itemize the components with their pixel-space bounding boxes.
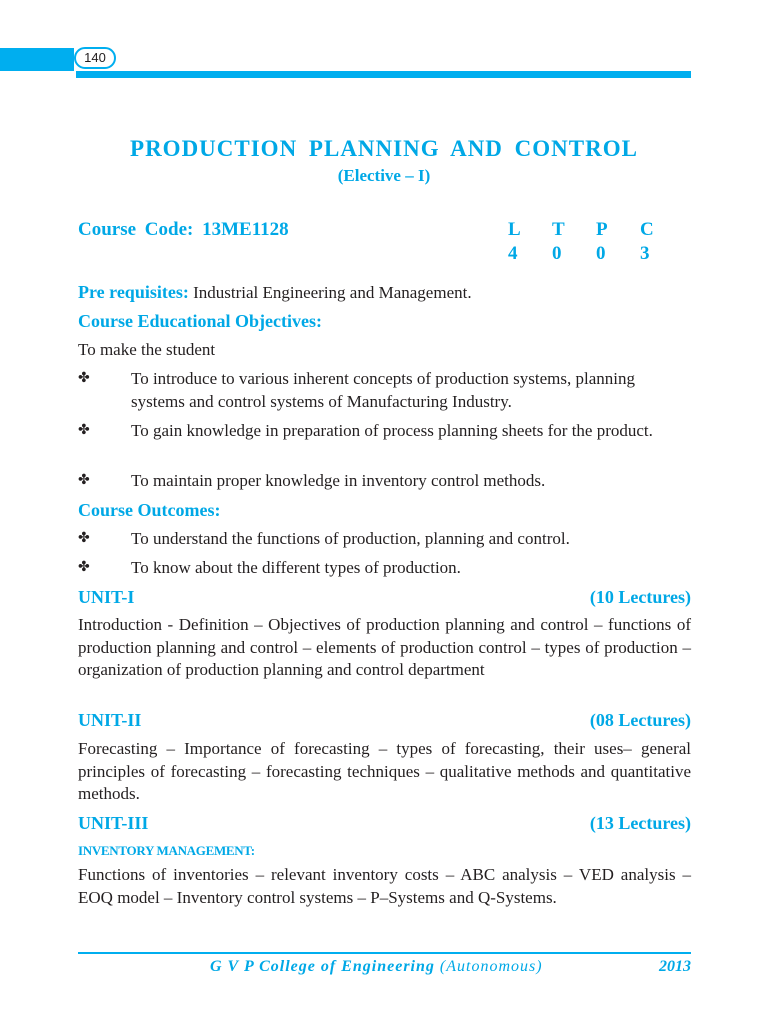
- ltpc-value-row: [508, 243, 670, 267]
- outcomes-heading: Course Outcomes:: [78, 500, 221, 520]
- unit-3-lectures: (13 Lectures): [589, 813, 691, 833]
- outcome-text: To understand the functions of production, planning and control.: [131, 529, 570, 548]
- unit-1-name: UNIT-I: [78, 587, 135, 607]
- ltpc-value-p: 0: [596, 243, 606, 264]
- unit-1-text: Introduction - Definition – Objectives of production planning and control – functions of production planning and control – elements of production control – types of production – organization of production planning and control department: [78, 615, 691, 679]
- bullet-icon: ✤: [78, 472, 90, 488]
- bullet-icon: ✤: [78, 559, 90, 575]
- ltpc-header-row: [508, 219, 670, 243]
- ltpc-header-t: T: [552, 219, 565, 240]
- unit-1-heading: [78, 587, 691, 608]
- footer-college: [210, 958, 543, 976]
- unit-1-lectures: (10 Lectures): [589, 587, 691, 607]
- ltpc-header-p: P: [596, 219, 608, 240]
- ltpc-value-t: 0: [552, 243, 562, 264]
- objective-text: To introduce to various inherent concepts of production systems, planning systems and control systems of Manufacturing Industry.: [131, 369, 635, 411]
- objectives-intro: To make the student: [78, 340, 216, 359]
- page-number: 140: [74, 47, 116, 69]
- bullet-icon: ✤: [78, 530, 90, 546]
- footer-autonomous: (Autonomous): [439, 958, 543, 975]
- unit-2-text: Forecasting – Importance of forecasting – types of forecasting, their uses– general principles of forecasting – forecasting techniques – qualitative methods and quantitative methods.: [78, 739, 691, 803]
- bullet-icon: ✤: [78, 370, 90, 386]
- outcome-text: To know about the different types of production.: [131, 558, 461, 577]
- course-code: Course Code: 13ME1128: [78, 219, 289, 240]
- course-subtitle: (Elective – I): [337, 166, 431, 185]
- unit-3-text: Functions of inventories – relevant inventory costs – ABC analysis – VED analysis – EOQ model – Inventory control systems – P–Systems and Q-Systems.: [78, 865, 691, 907]
- objectives-heading: Course Educational Objectives:: [78, 311, 322, 331]
- footer-year: 2013: [659, 958, 691, 975]
- objective-text: To gain knowledge in preparation of process planning sheets for the product.: [131, 421, 653, 440]
- unit-3-subheading: INVENTORY MANAGEMENT:: [78, 843, 255, 858]
- footer-rule: [78, 952, 691, 954]
- prerequisites-text: Industrial Engineering and Management.: [188, 283, 472, 302]
- objective-text: To maintain proper knowledge in inventory control methods.: [131, 471, 546, 490]
- footer-college-name: G V P College of Engineering: [210, 958, 435, 975]
- prerequisites-label: Pre requisites:: [78, 282, 189, 302]
- ltpc-value-c: 3: [640, 243, 650, 264]
- ltpc-value-l: 4: [508, 243, 518, 264]
- bullet-icon: ✤: [78, 422, 90, 438]
- header-rule: [76, 71, 691, 78]
- ltpc-table: [508, 219, 670, 267]
- prerequisites: [78, 281, 691, 304]
- header-accent-strip: [0, 48, 74, 71]
- ltpc-header-c: C: [640, 219, 654, 240]
- unit-3-name: UNIT-III: [78, 813, 149, 833]
- unit-2-heading: [78, 710, 691, 731]
- ltpc-header-l: L: [508, 219, 521, 240]
- unit-3-heading: [78, 813, 691, 834]
- course-title: PRODUCTION PLANNING AND CONTROL: [130, 136, 638, 161]
- unit-2-name: UNIT-II: [78, 710, 142, 730]
- unit-2-lectures: (08 Lectures): [589, 710, 691, 730]
